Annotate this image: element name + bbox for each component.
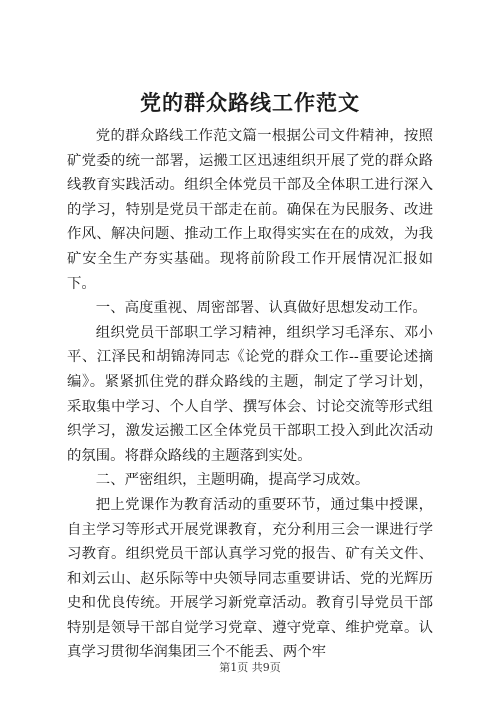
section-heading-1: 一、高度重视、周密部署、认真做好思想发动工作。 xyxy=(95,300,427,317)
document-body xyxy=(67,124,433,665)
page-footer: 第1页 共9页 xyxy=(219,661,281,674)
paragraph-section-1: 组织党员干部职工学习精神，组织学习毛泽东、邓小平、江泽民和胡锦涛同志《论党的群众工作--重要论述摘编》。紧紧抓住党的群众路线的主题，制定了学习计划，采取集中学习、个人自学、撰写体会、讨论交流等形式组织学习，激发运搬工区全体党员干部职工投入到此次活动的氛围。将群众路线的主题落到实处。 xyxy=(67,324,433,464)
section-heading-2: 二、严密组织，主题明确，提高学习成效。 xyxy=(95,472,370,489)
paragraph-section-2: 把上党课作为教育活动的重要环节，通过集中授课，自主学习等形式开展党课教育，充分利用三会一课进行学习教育。组织党员干部认真学习党的报告、矿有关文件、和刘云山、赵乐际等中央领导同志重要讲话、党的光辉历史和优良传统。开展学习新党章活动。教育引导党员干部特别是领导干部自觉学习党章、遵守党章、维护党章。认真学习贯彻华润集团三个不能丢、两个牢 xyxy=(67,496,433,661)
paragraph-intro: 党的群众路线工作范文篇一根据公司文件精神，按照矿党委的统一部署，运搬工区迅速组织开展了党的群众路线教育实践活动。组织全体党员干部及全体职工进行深入的学习，特别是党员干部走在前。确保在为民服务、改进作风、解决问题、推动工作上取得实实在在的成效，为我矿安全生产夯实基础。现将前阶段工作开展情况汇报如下。 xyxy=(67,128,433,292)
document-title: 党的群众路线工作范文 xyxy=(140,90,360,115)
